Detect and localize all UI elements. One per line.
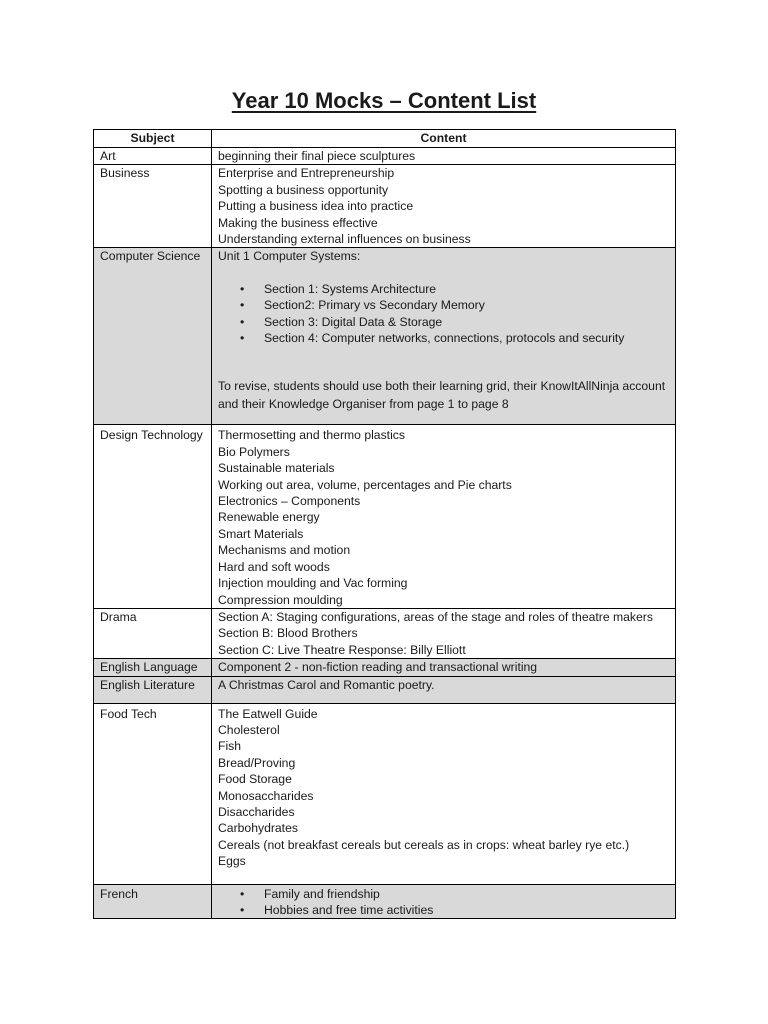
content-line: Renewable energy [218,510,320,525]
list-item: • Hobbies and free time activities [218,902,669,918]
table-row-art [94,148,676,165]
content-line: Eggs [218,854,246,869]
subject-header: Subject [94,130,212,148]
table-row-french [94,884,676,919]
subject-cell: Design Technology [94,425,212,608]
content-cell [212,676,676,703]
content-line: Cholesterol [218,722,280,737]
content-cell [212,608,676,658]
list-item: • Section 4: Computer networks, connections, protocols and security [218,330,669,346]
table-row-english-literature [94,676,676,703]
content-cell [212,703,676,884]
content-line: Section C: Live Theatre Response: Billy Elliott [218,642,466,657]
list-item: • Family and friendship [218,886,669,902]
content-line: A Christmas Carol and Romantic poetry. [218,677,435,692]
content-line: Disaccharides [218,804,295,819]
table-row-english-language [94,659,676,676]
content-line: Spotting a business opportunity [218,182,389,197]
content-cell [212,165,676,248]
table-row-design-technology [94,425,676,608]
content-line: Working out area, volume, percentages and Pie charts [218,477,512,492]
content-line: Putting a business idea into practice [218,199,414,214]
content-line: Smart Materials [218,526,304,541]
content-cell [212,425,676,608]
content-line: The Eatwell Guide [218,706,318,721]
content-line: Mechanisms and motion [218,543,351,558]
content-line: Component 2 - non-fiction reading and transactional writing [218,660,538,675]
content-line: Compression moulding [218,592,343,607]
content-line: Bread/Proving [218,755,296,770]
list-item: • Section 3: Digital Data & Storage [218,314,669,330]
content-cell [212,248,676,425]
subject-cell: Food Tech [94,703,212,884]
content-line: Making the business effective [218,215,378,230]
content-line: Section B: Blood Brothers [218,626,358,641]
header-row [94,130,676,148]
content-line: Carbohydrates [218,821,298,836]
bullet-list [218,886,669,919]
content-header: Content [212,130,676,148]
table-row-computer-science [94,248,676,425]
content-line: Unit 1 Computer Systems: [218,249,361,264]
content-line: beginning their final piece sculptures [218,149,416,163]
subject-cell: Computer Science [94,248,212,425]
subject-cell: French [94,884,212,919]
content-line: Electronics – Components [218,494,361,509]
content-line: Food Storage [218,772,292,787]
table-row-business [94,165,676,248]
subject-cell: Business [94,165,212,248]
content-line: Sustainable materials [218,461,335,476]
subject-cell: Drama [94,608,212,658]
subject-cell: English Language [94,659,212,676]
page-title: Year 10 Mocks – Content List [231,88,537,113]
content-cell [212,659,676,676]
table-row-drama [94,608,676,658]
content-line: Enterprise and Entrepreneurship [218,166,395,181]
content-line: Fish [218,739,242,754]
list-item: • Section2: Primary vs Secondary Memory [218,297,669,313]
content-line: Section A: Staging configurations, areas of the stage and roles of theatre makers [218,609,653,624]
revision-note: To revise, students should use both their learning grid, their KnowItAllNinja account and their Knowledge Organiser from page 1 to page 8 [218,379,666,411]
content-line: Injection moulding and Vac forming [218,576,408,591]
content-line: Bio Polymers [218,444,290,459]
bullet-list [218,281,669,347]
subject-cell: English Literature [94,676,212,703]
content-cell [212,148,676,165]
content-cell [212,884,676,919]
content-line: Hard and soft woods [218,559,330,574]
content-line: Monosaccharides [218,788,314,803]
content-line: Understanding external influences on business [218,232,471,247]
content-line: Thermosetting and thermo plastics [218,428,405,443]
content-line: Cereals (not breakfast cereals but cereals as in crops: wheat barley rye etc.) [218,837,630,852]
list-item: • Section 1: Systems Architecture [218,281,669,297]
content-table [93,129,676,919]
subject-cell: Art [94,148,212,165]
table-row-food-tech [94,703,676,884]
